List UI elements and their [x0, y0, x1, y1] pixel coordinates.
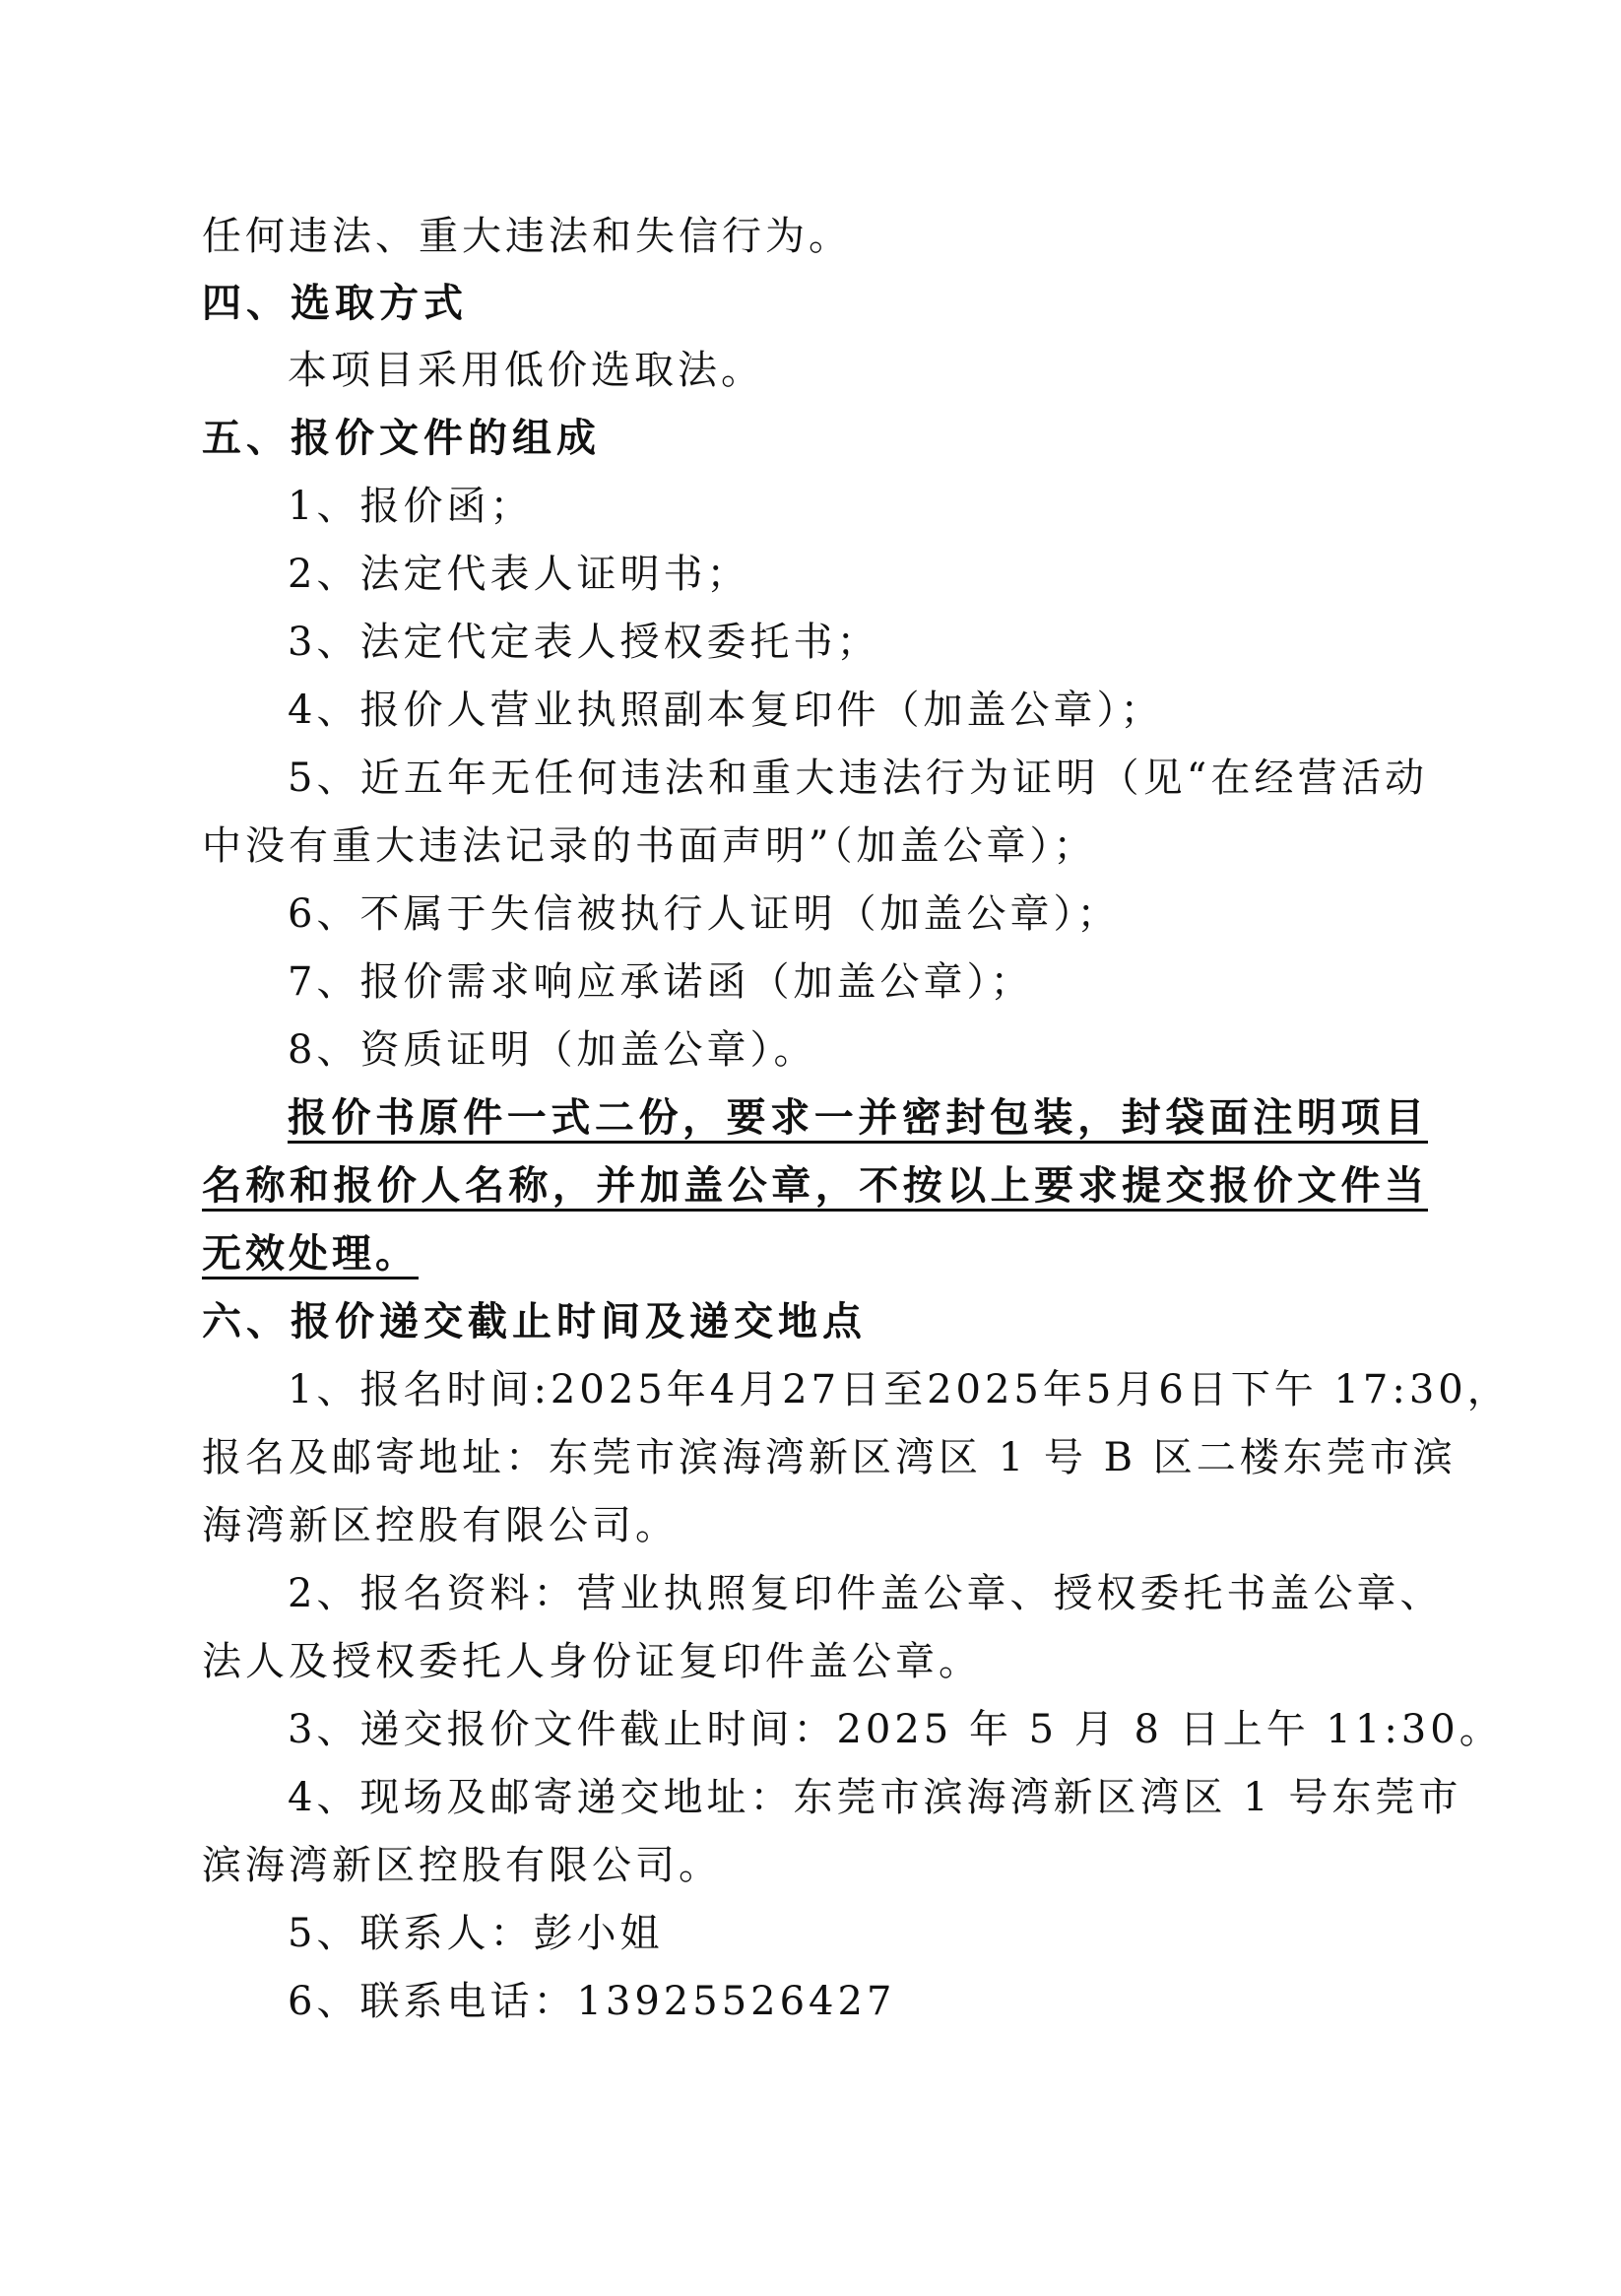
section-heading-4: 四、选取方式 [202, 280, 468, 326]
section-heading-6: 六、报价递交截止时间及递交地点 [202, 1298, 867, 1345]
list-item-5-continued: 中没有重大违法记录的书面声明”（加盖公章）； [202, 823, 1097, 869]
section-heading-5: 五、报价文件的组成 [202, 415, 601, 461]
contact-phone: 6、联系电话：13925526427 [288, 1979, 896, 2024]
emphasis-line-1: 报价书原件一式二份，要求一并密封包装，封袋面注明项目 [288, 1094, 1428, 1141]
list-item-5: 5、近五年无任何违法和重大违法行为证明（见“在经营活动 [288, 755, 1428, 801]
registration-materials: 2、报名资料：营业执照复印件盖公章、授权委托书盖公章、 [288, 1571, 1444, 1616]
list-item-7: 7、报价需求响应承诺函（加盖公章）； [288, 959, 1034, 1005]
list-item-4: 4、报价人营业执照副本复印件（加盖公章）； [288, 688, 1164, 733]
text-line-1: 任何违法、重大违法和失信行为。 [202, 214, 852, 259]
registration-materials-continued: 法人及授权委托人身份证复印件盖公章。 [202, 1639, 982, 1684]
submission-address-continued: 滨海湾新区控股有限公司。 [202, 1843, 722, 1888]
emphasis-line-2: 名称和报价人名称，并加盖公章，不按以上要求提交报价文件当 [202, 1162, 1428, 1209]
registration-address-continued: 海湾新区控股有限公司。 [202, 1503, 679, 1548]
list-item-3: 3、法定代定表人授权委托书； [288, 620, 880, 665]
list-item-2: 2、法定代表人证明书； [288, 552, 750, 597]
text-line-selection-method: 本项目采用低价选取法。 [288, 348, 764, 393]
list-item-6: 6、不属于失信被执行人证明（加盖公章）； [288, 891, 1121, 937]
contact-person: 5、联系人：彭小姐 [288, 1911, 664, 1956]
emphasis-line-3: 无效处理。 [202, 1230, 419, 1277]
registration-address: 报名及邮寄地址：东莞市滨海湾新区湾区 1 号 B 区二楼东莞市滨 [202, 1435, 1457, 1480]
submission-address: 4、现场及邮寄递交地址：东莞市滨海湾新区湾区 1 号东莞市 [288, 1775, 1462, 1820]
list-item-8: 8、资质证明（加盖公章）。 [288, 1027, 817, 1073]
registration-time: 1、报名时间:2025年4月27日至2025年5月6日下午 17:30， [288, 1367, 1511, 1412]
submission-deadline: 3、递交报价文件截止时间：2025 年 5 月 8 日上午 11:30。 [288, 1707, 1503, 1752]
list-item-1: 1、报价函； [288, 484, 534, 529]
